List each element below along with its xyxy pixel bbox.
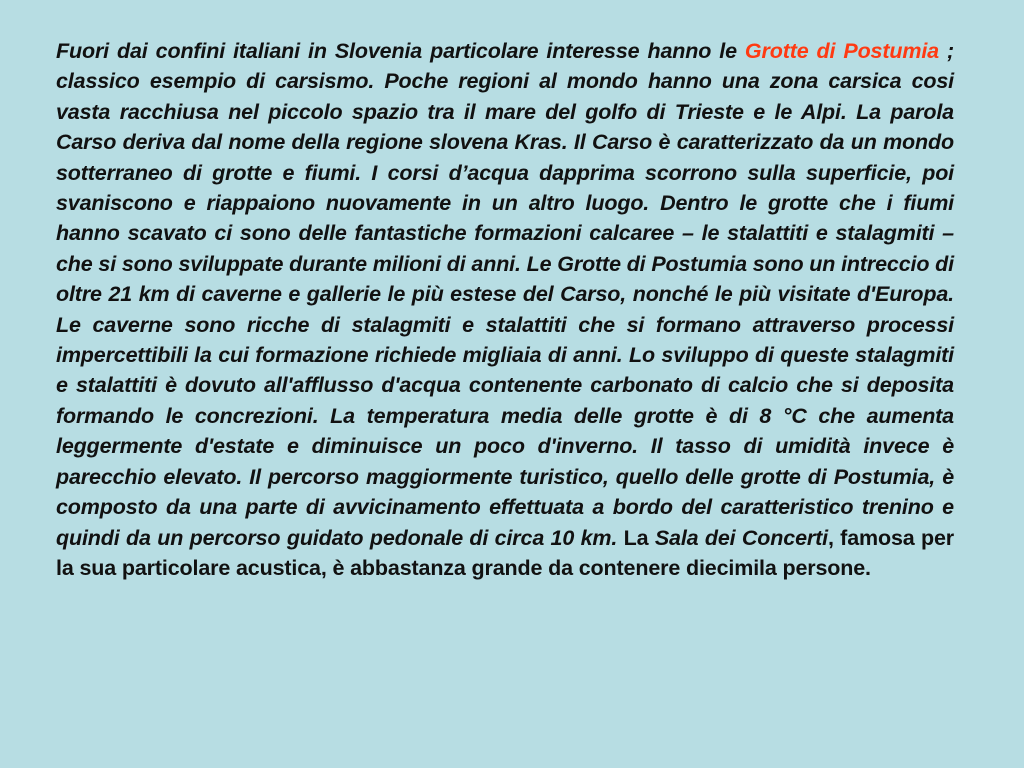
main-text: ; classico esempio di carsismo. Poche regioni al mondo hanno una zona carsica cosi vasta racchiusa nel piccolo spazio tra il mare del golfo di Trieste e le Alpi. La parola Carso deriva dal nome della regione slovena Kras. Il Carso è caratterizzato da un mondo sotterraneo di grotte e fiumi. I corsi d’acqua dapprima scorrono sulla superficie, poi svaniscono e riappaiono nuovamente in un altro luogo. Dentro le grotte che i fiumi hanno scavato ci sono delle fantastiche formazioni calcaree – le stalattiti e stalagmiti – che si sono sviluppate durante milioni di anni. Le Grotte di Postumia sono un intreccio di oltre 21 km di caverne e gallerie le più estese del Carso, nonché le più visitate d'Europa. Le caverne sono ricche di stalagmiti e stalattiti che si formano attraverso processi impercettibili la cui formazione richiede migliaia di anni. Lo sviluppo di queste stalagmiti e stalattiti è dovuto all'afflusso d'acqua contenente carbonato di calcio che si deposita formando le concrezioni. La temperatura media delle grotte è di 8 °C che aumenta leggermente d'estate e diminuisce un poco d'inverno. Il tasso di umidità invece è parecchio elevato. Il percorso maggiormente turistico, quello delle grotte di Postumia, è composto da una parte di avvicinamento effettuata a bordo del caratteristico trenino e quindi da un percorso guidato pedonale di circa 10 km. <box>56 39 954 550</box>
sala-dei-concerti-text: Sala dei Concerti <box>654 525 828 550</box>
body-paragraph <box>56 36 954 583</box>
ending-text: , famosa per la sua particolare acustica, è abbastanza grande da contenere diecimila persone. <box>56 525 954 580</box>
intro-text: Fuori dai confini italiani in Slovenia particolare interesse hanno le <box>56 39 745 63</box>
la-text: La <box>617 525 655 550</box>
highlight-grotte-di-postumia: Grotte di Postumia <box>744 39 939 63</box>
slide-body <box>56 36 954 583</box>
